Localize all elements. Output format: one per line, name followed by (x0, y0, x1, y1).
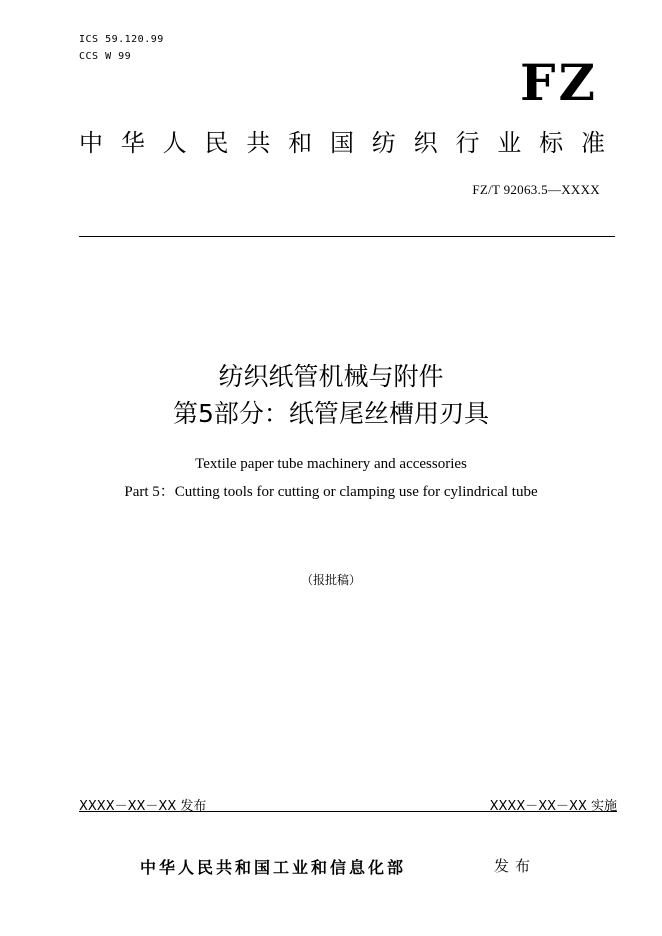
ics-code: ICS 59.120.99 (79, 34, 164, 45)
title-chinese-line-2: 第5部分：纸管尾丝槽用刃具 (173, 399, 489, 428)
ccs-code: CCS W 99 (79, 51, 132, 62)
bottom-divider (79, 811, 617, 812)
fz-logo: FZ (520, 53, 598, 112)
title-chinese-line-1: 纺织纸管机械与附件 (218, 362, 444, 391)
draft-status: （报批稿） (300, 573, 361, 587)
standard-number: FZ/T 92063.5—XXXX (472, 182, 600, 197)
release-date: XXXX－XX－XX 发布 (79, 799, 207, 814)
publish-label: 发布 (494, 857, 537, 875)
top-divider (79, 236, 615, 237)
implement-date: XXXX－XX－XX 实施 (489, 799, 617, 814)
title-english-line-2: Part 5：Cutting tools for cutting or clamping use for cylindrical tube (124, 484, 538, 500)
title-english-line-1: Textile paper tube machinery and accessories (195, 456, 467, 472)
standard-category: 中 华 人 民 共 和 国 纺 织 行 业 标 准 (79, 129, 605, 157)
issuing-authority: 中华人民共和国工业和信息化部 (140, 858, 407, 877)
